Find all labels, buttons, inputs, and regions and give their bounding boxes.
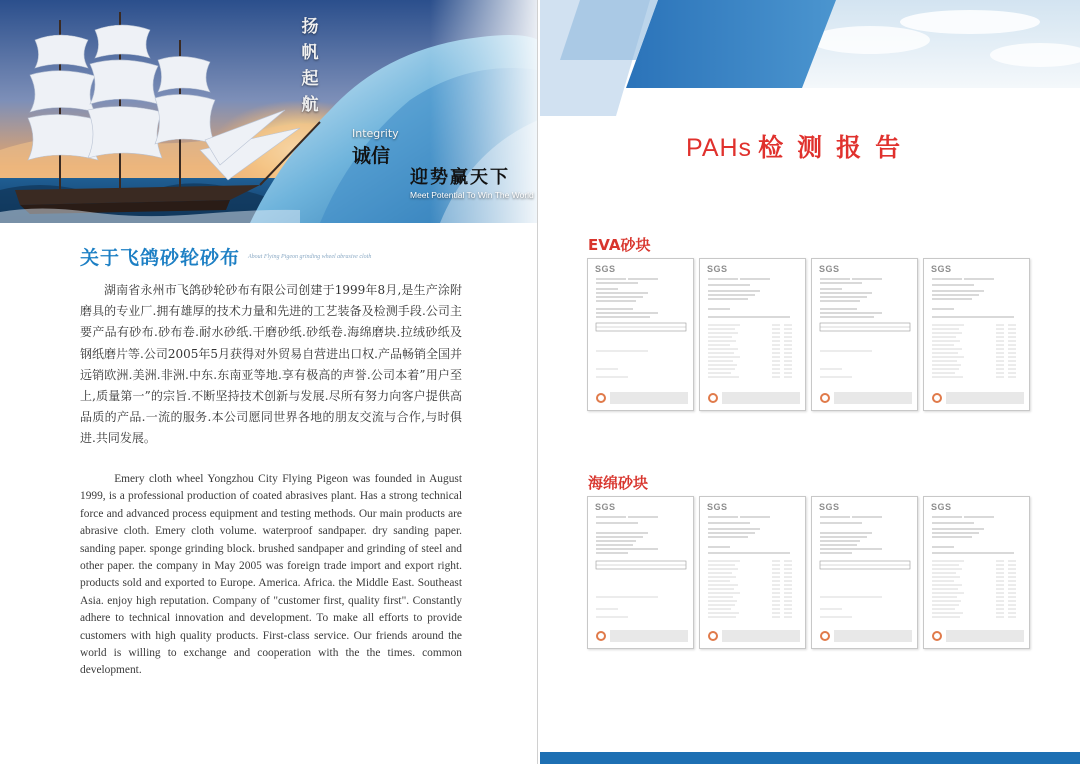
- test-report-thumbnail[interactable]: [587, 258, 694, 411]
- report-title-latin: PAHs: [686, 134, 753, 162]
- report-stamp-icon: [596, 393, 606, 403]
- test-report-thumbnail[interactable]: [811, 258, 918, 411]
- decorative-header: [540, 0, 1080, 116]
- report-text-lines: [812, 259, 918, 411]
- section-label-sponge: 海绵砂块: [588, 474, 649, 492]
- company-intro-en: Emery cloth wheel Yongzhou City Flying Pigeon was founded in August 1999, is a professional production of coated abrasives plant. Has a strong technical force and advanced process equipment and testing methods. Our main products are abrasive cloth. Emery cloth volume. waterproof sandpaper. dry sanding paper. sanding paper. sponge grinding block. brushed sandpaper and grinding of steel and other paper. the company in May 2005 was foreign trade import and export right. products sold and exported to Europe. America. Africa. the Middle East. Southeast Asia. enjoy high reputation. Company of "customer first, quality first". Constantly adhere to technical innovation and development. To make all efforts to provide customers with high quality products. First-class service. Our friends around the world is willing to exchange and cooperation with the the times. common development.: [80, 473, 462, 677]
- eva-report-row: [587, 258, 1030, 411]
- sgs-logo: SGS: [707, 502, 728, 512]
- sgs-logo: SGS: [931, 502, 952, 512]
- report-title-cjk: 检测报告: [758, 133, 915, 162]
- sgs-logo: SGS: [595, 502, 616, 512]
- test-report-thumbnail[interactable]: [923, 496, 1030, 649]
- report-text-lines: [700, 497, 806, 649]
- banner-motto-en: Meet Potential To Win The World: [410, 190, 534, 200]
- report-stamp-icon: [708, 631, 718, 641]
- sgs-logo: SGS: [819, 264, 840, 274]
- report-text-lines: [588, 497, 694, 649]
- report-stamp-icon: [820, 393, 830, 403]
- report-stamp-icon: [820, 631, 830, 641]
- banner-integrity-en: Integrity: [352, 127, 399, 140]
- bottom-accent-bar: [540, 752, 1080, 764]
- report-title: [686, 128, 914, 164]
- test-report-thumbnail[interactable]: [923, 258, 1030, 411]
- report-text-lines: [924, 497, 1030, 649]
- header-shapes: [540, 0, 1080, 116]
- sgs-logo: SGS: [931, 264, 952, 274]
- test-report-thumbnail[interactable]: [699, 258, 806, 411]
- left-page: [0, 0, 538, 764]
- report-text-lines: [700, 259, 806, 411]
- sponge-report-row: [587, 496, 1030, 649]
- report-stamp-icon: [596, 631, 606, 641]
- test-report-thumbnail[interactable]: [811, 496, 918, 649]
- sgs-logo: SGS: [819, 502, 840, 512]
- banner-vertical-slogan: 扬帆起航: [301, 17, 319, 115]
- sgs-logo: SGS: [595, 264, 616, 274]
- report-text-lines: [812, 497, 918, 649]
- report-text-lines: [588, 259, 694, 411]
- banner-motto-cn: 迎势赢天下: [410, 167, 510, 188]
- test-report-thumbnail[interactable]: [587, 496, 694, 649]
- sailing-ship-banner: [0, 0, 538, 223]
- report-stamp-icon: [708, 393, 718, 403]
- about-subtitle: About Flying Pigeon grinding wheel abrasive cloth: [248, 254, 372, 260]
- banner-integrity-cn: 诚信: [352, 145, 391, 167]
- report-text-lines: [924, 259, 1030, 411]
- sgs-logo: SGS: [707, 264, 728, 274]
- right-page: [540, 0, 1080, 764]
- section-label-eva: EVA砂块: [588, 236, 651, 254]
- test-report-thumbnail[interactable]: [699, 496, 806, 649]
- report-stamp-icon: [932, 631, 942, 641]
- company-intro-cn: 湖南省永州市飞鸽砂轮砂布有限公司创建于1999年8月,是生产涂附磨具的专业厂.拥有雄厚的技术力量和先进的工艺装备及检测手段.公司主要产品有砂布.砂布卷.耐水砂纸.干磨砂纸.砂纸卷.海绵磨块.拉绒砂纸及钢纸磨片等.公司2005年5月获得对外贸易自营进出口权.产品畅销全国并远销欧洲.美洲.非洲.中东.东南亚等地.享有极高的声誉.公司本着”用户至上,质量第一”的宗旨.不断坚持技术创新与发展.尽所有努力向客户提供高品质的产品.一流的服务.本公司愿同世界各地的朋友交流与合作,与时俱进.共同发展。: [80, 283, 462, 446]
- report-stamp-icon: [932, 393, 942, 403]
- about-title: 关于飞鸽砂轮砂布: [80, 247, 241, 269]
